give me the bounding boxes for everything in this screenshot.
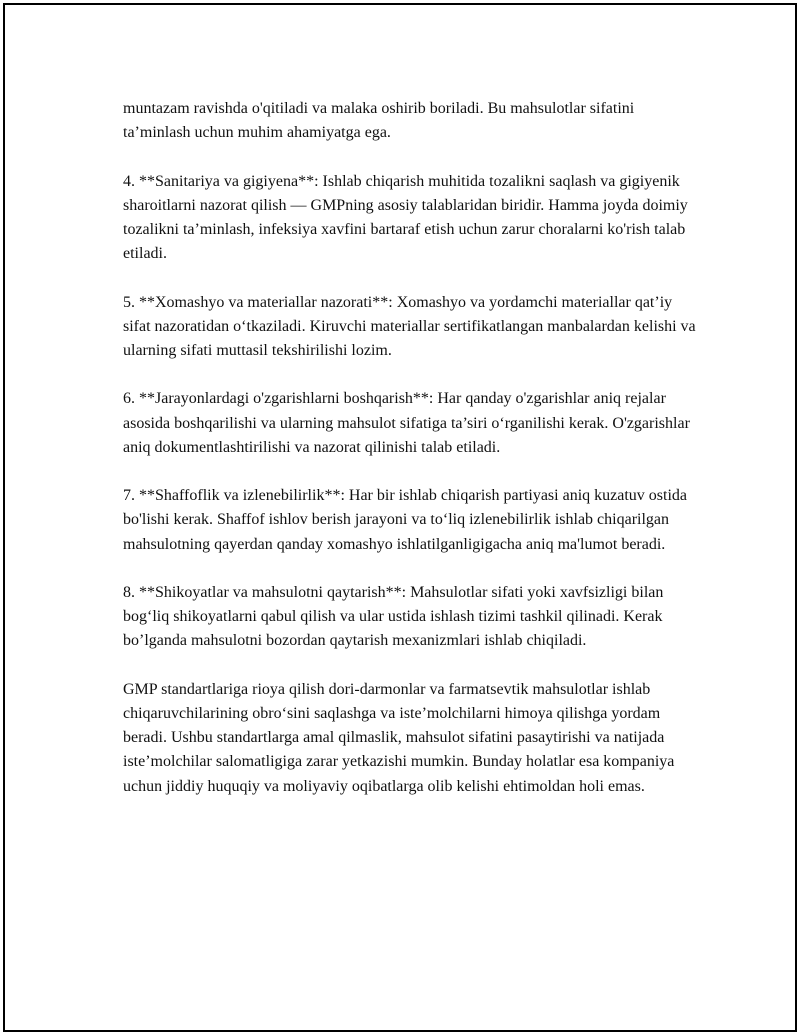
paragraph-intro-continuation: muntazam ravishda o'qitiladi va malaka oshirib boriladi. Bu mahsulotlar sifatini ta’minlash uchun muhim ahamiyatga ega.	[123, 100, 635, 142]
paragraph-item-5-raw-materials: 5. **Xomashyo va materiallar nazorati**: Xomashyo va yordamchi materiallar qat’iy sifat nazoratidan o‘tkaziladi. Kiruvchi materiallar sertifikatlangan manbalardan kelishi va ularning sifati muttasil tekshirilishi lozim.	[123, 293, 696, 359]
paragraph-conclusion: GMP standartlariga rioya qilish dori-darmonlar va farmatsevtik mahsulotlar ishlab chiqaruvchilarining obro‘sini saqlashga va iste’molchilarni himoya qilishga yordam beradi. Ushbu standartlarga amal qilmaslik, mahsulot sifatini pasaytirishi va natijada iste’molchilar salomatligiga zarar yetkazishi mumkin. Bunday holatlar esa kompaniya uchun jiddiy huquqiy va moliyaviy oqibatlarga olib kelishi ehtimoldan holi emas.	[123, 680, 675, 795]
paragraph-item-7-traceability: 7. **Shaffoflik va izlenebilirlik**: Har bir ishlab chiqarish partiyasi aniq kuzatuv ostida bo'lishi kerak. Shaffof ishlov berish jarayoni va to‘liq izlenebilirlik ishlab chiqarilgan mahsulotning qayerdan qanday xomashyo ishlatilganligigacha aniq ma'lumot beradi.	[123, 487, 688, 553]
page-frame	[3, 3, 797, 1032]
paragraph-item-8-complaints-recalls: 8. **Shikoyatlar va mahsulotni qaytarish**: Mahsulotlar sifati yoki xavfsizligi bilan bog‘liq shikoyatlarni qabul qilish va ular ustida ishlash tizimi tashkil qilinadi. Kerak bo’lganda mahsulotni bozordan qaytarish mexanizmlari ishlab chiqiladi.	[123, 583, 664, 650]
paragraph-item-4-sanitation: 4. **Sanitariya va gigiyena**: Ishlab chiqarish muhitida tozalikni saqlash va gigiyenik sharoitlarni nazorat qilish — GMPning asosiy talablaridan biridir. Hamma joyda doimiy tozalikni ta’minlash, infeksiya xavfini bartaraf etish uchun zarur choralarni ko'rish talab etiladi.	[123, 172, 688, 263]
paragraph-item-6-change-control: 6. **Jarayonlardagi o'zgarishlarni boshqarish**: Har qanday o'zgarishlar aniq rejalar asosida boshqarilishi va ularning mahsulot sifatiga ta’siri o‘rganilishi kerak. O'zgarishlar aniq dokumentlashtirilishi va nazorat qilinishi talab etiladi.	[123, 390, 690, 456]
document-body	[123, 97, 703, 823]
